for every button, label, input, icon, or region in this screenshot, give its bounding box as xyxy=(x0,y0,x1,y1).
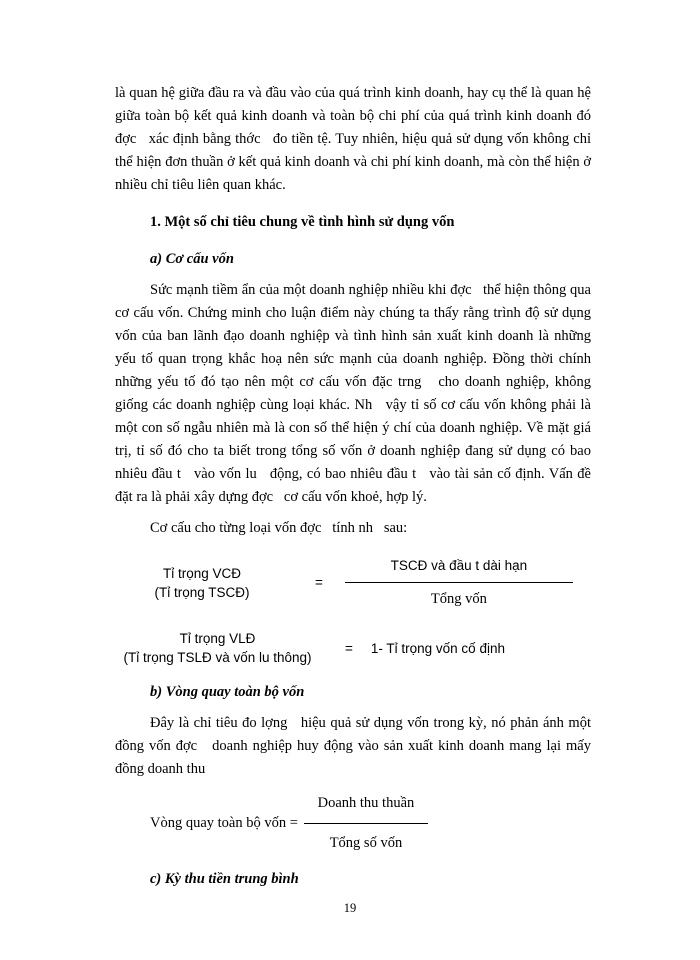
subheading-co-cau-von: a) Cơ cấu vốn xyxy=(150,251,234,267)
paragraph-continuation: là quan hệ giữa đầu ra và đầu vào của quá trình kinh doanh, hay cụ thể là quan hệ giữa toàn bộ kết quả kinh doanh và toàn bộ chi phí của quá trình kinh doanh đó đợc xác định bằng thớc đo tiền tệ. Tuy nhiên, hiệu quả sử dụng vốn không chỉ thể hiện đơn thuần ở kết quả kinh doanh và chi phí kinh doanh, mà còn thể hiện ở nhiều chỉ tiêu liên quan khác. xyxy=(115,85,595,193)
fraction-denominator: Tổng vốn xyxy=(430,591,487,607)
formula-capital-turnover xyxy=(115,793,591,854)
fraction-numerator: TSCĐ và đầu t dài hạn xyxy=(345,556,573,583)
formula-lhs-line1: Tỉ trọng VCĐ xyxy=(162,565,242,581)
formula-lhs: Vòng quay toàn bộ vốn = xyxy=(150,815,298,831)
formula-fixed-capital-ratio xyxy=(115,556,591,609)
page-number: 19 xyxy=(343,901,357,915)
subheading-ky-thu-tien: c) Kỳ thu tiền trung bình xyxy=(150,871,299,887)
formula-lhs-line2: (Tỉ trọng TSCĐ) xyxy=(154,584,250,600)
subheading-vong-quay-von: b) Vòng quay toàn bộ vốn xyxy=(150,684,305,700)
fraction xyxy=(345,556,573,609)
formula-lhs xyxy=(127,564,277,602)
formula-rhs: 1- Tỉ trọng vốn cố định xyxy=(370,640,505,656)
formula-lhs-line2: (Tỉ trọng TSLĐ và vốn lu thông) xyxy=(123,650,312,665)
equals-sign: = xyxy=(315,575,323,590)
formula-lhs xyxy=(115,629,320,667)
paragraph-formula-intro: Cơ cấu cho từng loại vốn đợc tính nh sau: xyxy=(150,520,408,536)
equals-sign: = xyxy=(345,640,353,656)
fraction xyxy=(304,793,428,854)
formula-working-capital-ratio xyxy=(115,629,591,667)
formula-lhs-line1: Tỉ trọng VLĐ xyxy=(179,631,256,646)
paragraph-capital-structure: Sức mạnh tiềm ẩn của một doanh nghiệp nhiều khi đợc thể hiện thông qua cơ cấu vốn. Chứng minh cho luận điểm này chúng ta thấy rằng trình độ sử dụng vốn của ban lãnh đạo doanh nghiệp và tình hình sản xuất kinh doanh là những yếu tố quan trọng khắc hoạ nên sức mạnh của doanh nghiệp. Đồng thời chính những yếu tố đó tạo nên một cơ cấu vốn đặc trng cho doanh nghiệp, không giống các doanh nghiệp cùng loại khác. Nh vậy tỉ số cơ cấu vốn không phải là một con số ngẫu nhiên mà là con số thể hiện ý chí của doanh nghiệp. Về mặt giá trị, tỉ số đó cho ta biết trong tổng số vốn ở doanh nghiệp đang sử dụng có bao nhiêu đầu t vào vốn lu động, có bao nhiêu đầu t vào tài sản cố định. Vấn đề đặt ra là phải xây dựng đợc cơ cấu vốn khoẻ, hợp lý. xyxy=(115,282,595,505)
paragraph-turnover: Đây là chỉ tiêu đo lợng hiệu quả sử dụng vốn trong kỳ, nó phản ánh một đồng vốn đợc doanh nghiệp huy động vào sản xuất kinh doanh mang lại mấy đồng doanh thu xyxy=(115,715,595,777)
fraction-denominator: Tổng số vốn xyxy=(329,835,403,851)
fraction-numerator: Doanh thu thuần xyxy=(304,793,428,824)
document-content xyxy=(115,82,595,891)
section-heading: 1. Một số chỉ tiêu chung về tình hình sử dụng vốn xyxy=(150,214,455,230)
